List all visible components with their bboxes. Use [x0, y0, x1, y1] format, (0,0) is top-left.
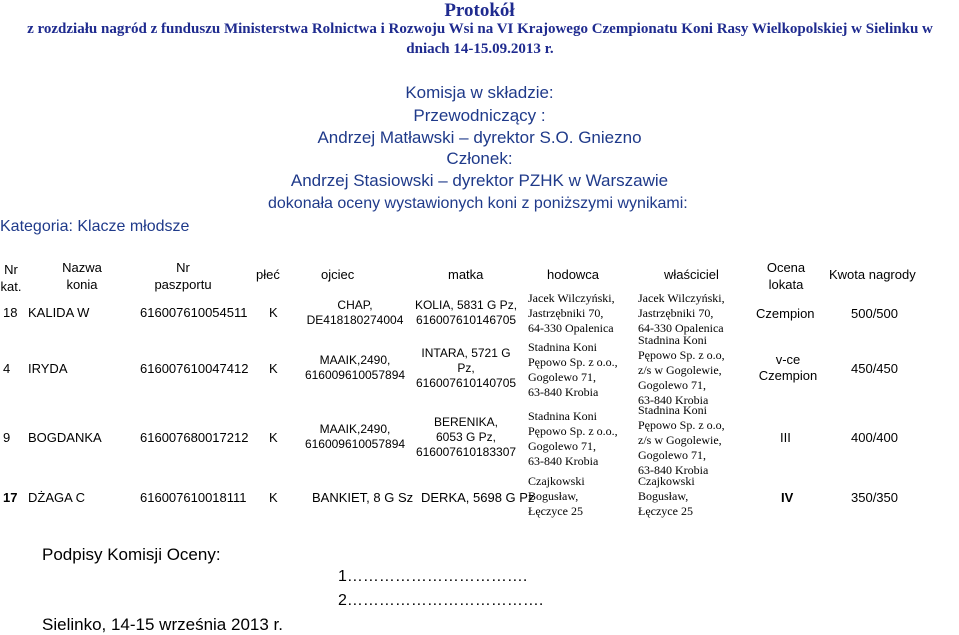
breeder-line: 64-330 Opalenica: [528, 321, 614, 335]
header-nazwa: [52, 259, 112, 293]
owner-line: Gogolewo 71,: [638, 448, 706, 462]
row-rating: [758, 352, 818, 384]
breeder-line: Jacek Wilczyński,: [528, 291, 615, 305]
owner-line: Stadnina Koni: [638, 333, 707, 347]
category-label: Kategoria: Klacze młodsze: [0, 218, 190, 235]
row-nr: 17: [3, 490, 18, 505]
mother-line: KOLIA, 5831 G Pz,: [414, 298, 518, 312]
row-owner: [638, 403, 725, 478]
row-prize: 350/350: [851, 490, 898, 505]
row-prize: 450/450: [851, 361, 898, 376]
header-ojciec: ojciec: [321, 267, 355, 282]
owner-line: z/s w Gogolewie,: [638, 433, 722, 447]
breeder-line: Bogusław,: [528, 489, 579, 503]
row-mother: DERKA, 5698 G Pz: [421, 490, 535, 505]
breeder-line: Stadnina Koni: [528, 409, 597, 423]
breeder-line: Jastrzębniki 70,: [528, 306, 604, 320]
owner-line: Gogolewo 71,: [638, 378, 706, 392]
row-breeder: [528, 474, 585, 519]
row-sex: K: [269, 361, 278, 376]
statement-text: dokonała oceny wystawionych koni z poniższymi wynikami:: [268, 195, 688, 212]
owner-line: Pępowo Sp. z o.o,: [638, 418, 725, 432]
header-kwota: Kwota nagrody: [829, 267, 916, 282]
owner-line: Łęczyce 25: [638, 504, 693, 518]
row-rating: III: [780, 430, 791, 445]
row-sex: K: [269, 305, 278, 320]
father-line: DE418180274004: [306, 313, 404, 327]
header-paszport: [140, 259, 226, 293]
owner-line: Stadnina Koni: [638, 403, 707, 417]
header-ocena: [756, 259, 816, 293]
row-sex: K: [269, 490, 278, 505]
row-horse-name: BOGDANKA: [28, 430, 102, 445]
row-passport: 616007680017212: [140, 430, 249, 445]
row-passport: 616007610047412: [140, 361, 249, 376]
mother-line: 616007610146705: [415, 313, 517, 327]
commission-member-label: Członek:: [446, 149, 513, 168]
row-prize: 500/500: [851, 306, 898, 321]
owner-line: Bogusław,: [638, 489, 689, 503]
header-ocena-line1: Ocena: [766, 260, 806, 275]
row-breeder: [528, 340, 618, 400]
mother-line: BERENIKA,: [433, 415, 499, 429]
row-father: BANKIET, 8 G Sz: [312, 490, 414, 505]
breeder-line: 63-840 Krobia: [528, 385, 599, 399]
header-paszport-line2: paszportu: [154, 277, 212, 292]
father-line: MAAIK,2490,: [319, 422, 391, 436]
commission-chair: Andrzej Matławski – dyrektor S.O. Gniezno: [317, 128, 642, 147]
row-horse-name: IRYDA: [28, 361, 68, 376]
row-father: [298, 353, 412, 383]
breeder-line: 63-840 Krobia: [528, 454, 599, 468]
row-passport: 616007610018111: [140, 490, 247, 505]
father-line: 616009610057894: [304, 368, 406, 382]
header-wlasciciel: właściciel: [664, 267, 719, 282]
row-father: [298, 298, 412, 328]
row-mother: [410, 415, 522, 460]
rating-line: Czempion: [758, 368, 818, 383]
owner-line: 63-840 Krobia: [638, 463, 709, 477]
signature-line-1: 1…………………………….: [338, 568, 528, 585]
commission-heading: Komisja w składzie:: [405, 83, 554, 102]
rating-line: v-ce: [775, 352, 801, 367]
row-prize: 400/400: [851, 430, 898, 445]
header-nr-kat: [0, 261, 24, 295]
breeder-line: Czajkowski: [528, 474, 585, 488]
header-plec: płeć: [256, 267, 280, 282]
header-nazwa-line2: konia: [66, 277, 98, 292]
row-rating: IV: [781, 490, 794, 505]
commission-member: Andrzej Stasiowski – dyrektor PZHK w Warszawie: [290, 171, 669, 190]
mother-line: Pz,: [457, 361, 475, 375]
row-rating: Czempion: [756, 306, 815, 321]
protocol-title: Protokół: [444, 0, 515, 21]
header-nr-kat-line1: Nr: [4, 262, 18, 277]
row-sex: K: [269, 430, 278, 445]
row-nr: 18: [3, 305, 18, 320]
breeder-line: Łęczyce 25: [528, 504, 583, 518]
mother-line: 616007610140705: [415, 376, 517, 390]
row-mother: [410, 298, 522, 328]
commission-chair-label: Przewodniczący :: [413, 106, 546, 125]
protocol-subtitle: z rozdziału nagród z funduszu Ministerstwa Rolnictwa i Rozwoju Wsi na VI Krajowego Czempionatu Koni Rasy Wielkopolskiej w Sielinku w dniach 14-15.09.2013 r.: [27, 21, 933, 57]
owner-line: Czajkowski: [638, 474, 695, 488]
owner-line: Pępowo Sp. z o.o,: [638, 348, 725, 362]
row-father: [298, 422, 412, 452]
row-owner: [638, 474, 695, 519]
owner-line: 64-330 Opalenica: [638, 321, 724, 335]
place-date: Sielinko, 14-15 września 2013 r.: [42, 615, 283, 634]
signature-line-2: 2……………………………….: [338, 592, 544, 609]
father-line: CHAP,: [337, 298, 373, 312]
row-nr: 4: [3, 361, 11, 376]
row-breeder: [528, 409, 618, 469]
mother-line: 6053 G Pz,: [435, 430, 497, 444]
header-nr-kat-line2: kat.: [0, 279, 22, 294]
row-mother: [410, 346, 522, 391]
father-line: 616009610057894: [304, 437, 406, 451]
owner-line: Jacek Wilczyński,: [638, 291, 725, 305]
row-nr: 9: [3, 430, 11, 445]
breeder-line: Pępowo Sp. z o.o.,: [528, 355, 618, 369]
owner-line: z/s w Gogolewie,: [638, 363, 722, 377]
header-nazwa-line1: Nazwa: [62, 260, 102, 275]
father-line: MAAIK,2490,: [319, 353, 391, 367]
breeder-line: Pępowo Sp. z o.o.,: [528, 424, 618, 438]
breeder-line: Gogolewo 71,: [528, 439, 596, 453]
row-horse-name: DŻAGA C: [28, 490, 86, 505]
owner-line: Jastrzębniki 70,: [638, 306, 714, 320]
row-passport: 616007610054511: [140, 305, 248, 320]
signatures-label: Podpisy Komisji Oceny:: [42, 545, 221, 564]
header-ocena-line2: lokata: [768, 277, 804, 292]
header-hodowca: hodowca: [547, 267, 600, 282]
mother-line: 616007610183307: [415, 445, 517, 459]
breeder-line: Stadnina Koni: [528, 340, 597, 354]
breeder-line: Gogolewo 71,: [528, 370, 596, 384]
row-owner: [638, 333, 725, 408]
row-breeder: [528, 291, 615, 336]
mother-line: INTARA, 5721 G: [421, 346, 511, 360]
header-matka: matka: [448, 267, 484, 282]
header-paszport-line1: Nr: [176, 260, 190, 275]
row-owner: [638, 291, 725, 336]
owner-line: 63-840 Krobia: [638, 393, 709, 407]
row-horse-name: KALIDA W: [28, 305, 90, 320]
